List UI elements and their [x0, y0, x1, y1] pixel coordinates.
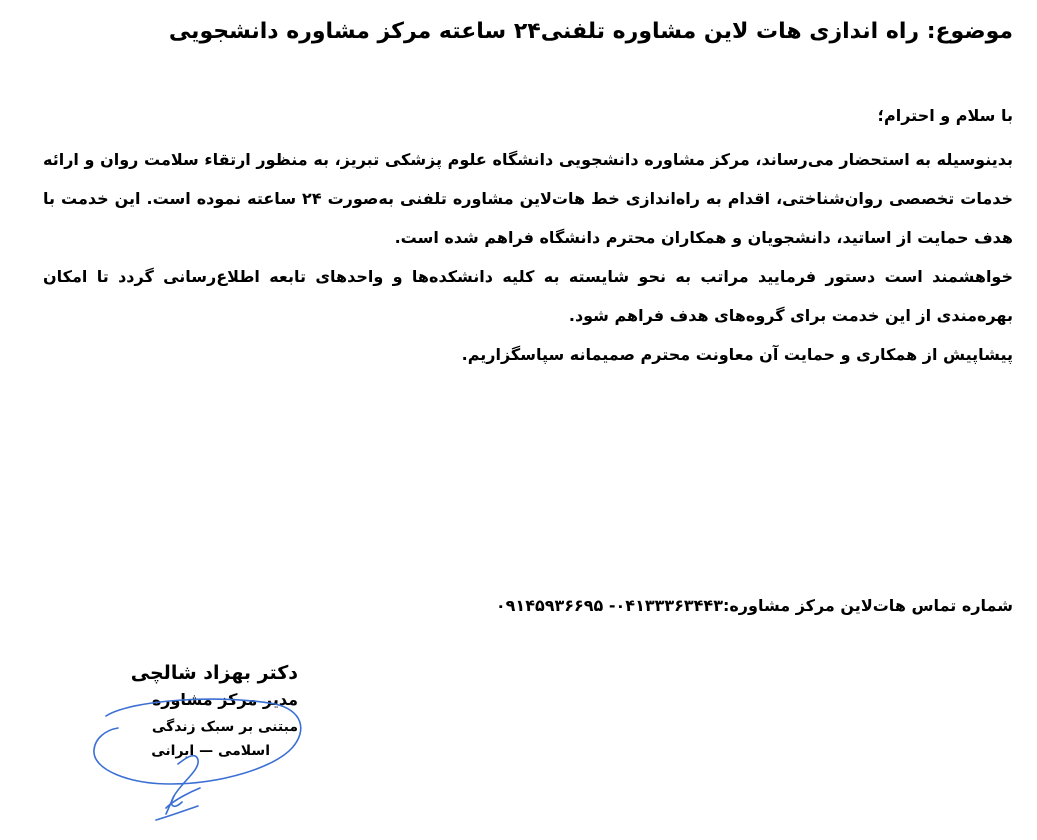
- signature-block: [70, 660, 310, 830]
- letter-closing: پیشاپیش از همکاری و حمایت آن معاونت محترم صمیمانه سپاسگزاریم.: [461, 345, 1013, 364]
- letter-greeting: با سلام و احترام؛: [877, 106, 1013, 125]
- letter-paragraph-2: خواهشمند است دستور فرمایید مراتب به نحو شایسته به کلیه دانشکده‌ها و واحدهای تابعه اطلاع‌رسانی گردد تا امکان بهره‌مندی از این خدمت برای گروه‌های هدف فراهم شود.: [43, 267, 1013, 325]
- signer-description-line-1: مبتنی بر سبک زندگی: [151, 719, 298, 735]
- signer-description-line-2: اسلامی — ایرانی: [151, 743, 270, 759]
- letter-paragraph-1: بدینوسیله به استحضار می‌رساند، مرکز مشاوره دانشجویی دانشگاه علوم پزشکی تبریز، به منظور ارتقاء سلامت روان و ارائه خدمات تخصصی روان‌شناختی، اقدام به راه‌اندازی خط هات‌لاین مشاوره تلفنی به‌صورت ۲۴ ساعته نموده است. این خدمت با هدف حمایت از اساتید، دانشجویان و همکاران محترم دانشگاه فراهم شده است.: [43, 150, 1013, 247]
- signer-title: مدیر مرکز مشاوره: [151, 690, 298, 709]
- hotline-contact: شماره تماس هات‌لاین مرکز مشاوره:۰۴۱۳۳۳۶۳۴۴۳- ۰۹۱۴۵۹۳۶۶۹۵: [495, 596, 1013, 615]
- letter-subject: موضوع: راه اندازی هات لاین مشاوره تلفنی۲۴ ساعته مرکز مشاوره دانشجویی: [168, 19, 1013, 44]
- signer-name: دکتر بهزاد شالچی: [130, 662, 298, 684]
- letter-body: [43, 96, 1013, 375]
